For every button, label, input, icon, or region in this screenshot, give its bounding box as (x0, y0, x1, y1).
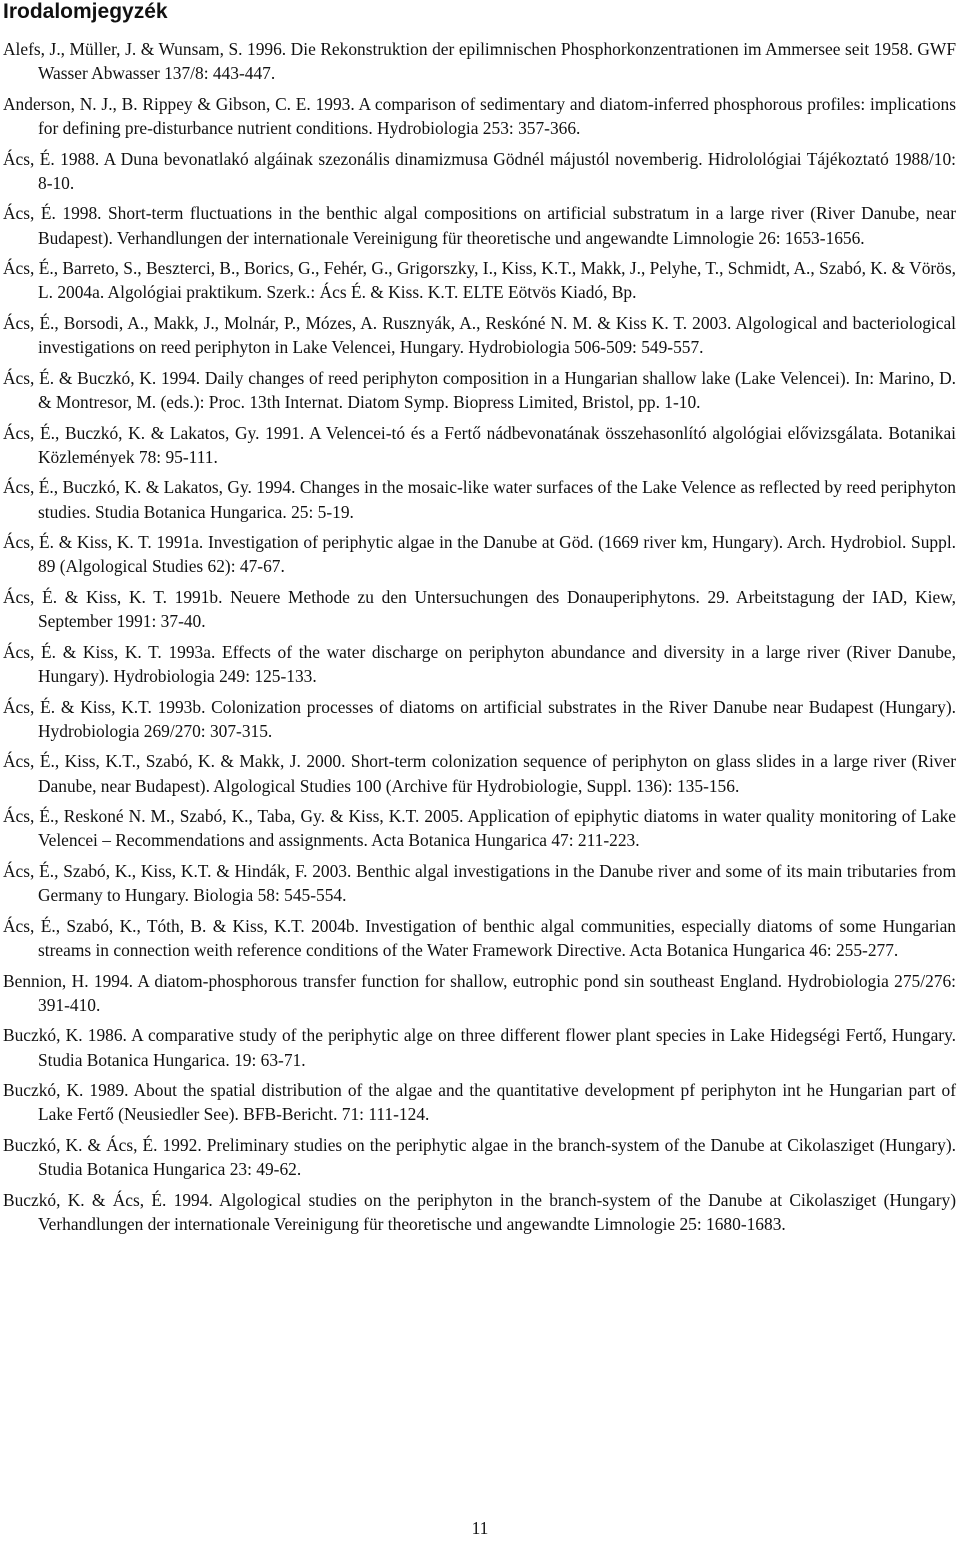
reference-item: Buczkó, K. & Ács, É. 1994. Algological studies on the periphyton in the branch-system of the Danube at Cikolasziget (Hungary) Verhandlungen der internationale Vereinigung für theoretische und angewandte Limnologie 25: 1680-1683. (3, 1189, 956, 1234)
reference-item: Ács, É. 1998. Short-term fluctuations in the benthic algal compositions on artificial substratum in a large river (River Danube, near Budapest). Verhandlungen der internationale Vereinigung für theoretische und angewandte Limnologie 26: 1653-1656. (3, 203, 956, 248)
reference-item: Anderson, N. J., B. Rippey & Gibson, C. E. 1993. A comparison of sedimentary and diatom-inferred phosphorous profiles: implications for defining pre-disturbance nutrient conditions. Hydrobiologia 253: 357-366. (3, 93, 956, 138)
page-number: 11 (471, 1518, 489, 1538)
reference-item: Ács, É. & Kiss, K. T. 1993a. Effects of the water discharge on periphyton abundance and diversity in a large river (River Danube, Hungary). Hydrobiologia 249: 125-133. (3, 641, 956, 686)
reference-item: Ács, É., Reskoné N. M., Szabó, K., Taba, Gy. & Kiss, K.T. 2005. Application of epiphytic diatoms in water quality monitoring of Lake Velencei – Recommendations and assignments. Acta Botanica Hungarica 47: 211-223. (3, 806, 956, 851)
reference-item: Bennion, H. 1994. A diatom-phosphorous transfer function for shallow, eutrophic pond sin southeast England. Hydrobiologia 275/276: 391-410. (3, 970, 956, 1015)
reference-item: Ács, É., Szabó, K., Tóth, B. & Kiss, K.T. 2004b. Investigation of benthic algal communities, especially diatoms of some Hungarian streams in connection weith reference conditions of the Water Framework Directive. Acta Botanica Hungarica 46: 255-277. (3, 915, 956, 960)
reference-item: Ács, É., Barreto, S., Beszterci, B., Borics, G., Fehér, G., Grigorszky, I., Kiss, K.T., Makk, J., Pelyhe, T., Schmidt, A., Szabó, K. & Vörös, L. 2004a. Algológiai praktikum. Szerk.: Ács É. & Kiss. K.T. ELTE Eötvös Kiadó, Bp. (3, 258, 956, 303)
reference-item: Alefs, J., Müller, J. & Wunsam, S. 1996. Die Rekonstruktion der epilimnischen Phosphorkonzentrationen im Ammersee seit 1958. GWF Wasser Abwasser 137/8: 443-447. (3, 39, 956, 84)
reference-item: Ács, É. & Kiss, K. T. 1991b. Neuere Methode zu den Untersuchungen des Donauperiphytons. 29. Arbeitstagung der IAD, Kiew, September 1991: 37-40. (3, 586, 956, 632)
reference-list (3, 37, 956, 1236)
reference-item: Ács, É., Buczkó, K. & Lakatos, Gy. 1994. Changes in the mosaic-like water surfaces of the Lake Velence as reflected by reed periphyton studies. Studia Botanica Hungarica. 25: 5-19. (3, 477, 956, 522)
reference-item: Ács, É. 1988. A Duna bevonatlakó algáinak szezonális dinamizmusa Gödnél májustól novemberig. Hidrolológiai Tájékoztató 1988/10: 8-10. (3, 148, 956, 193)
reference-item: Ács, É., Szabó, K., Kiss, K.T. & Hindák, F. 2003. Benthic algal investigations in the Danube river and some of its main tributaries from Germany to Hungary. Biologia 58: 545-554. (3, 860, 956, 906)
reference-item: Ács, É., Borsodi, A., Makk, J., Molnár, P., Mózes, A. Rusznyák, A., Reskóné N. M. & Kiss K. T. 2003. Algological and bacteriological investigations on reed periphyton in Lake Velencei, Hungary. Hydrobiologia 506-509: 549-557. (3, 312, 956, 358)
reference-item: Ács, É. & Kiss, K.T. 1993b. Colonization processes of diatoms on artificial substrates in the River Danube near Budapest (Hungary). Hydrobiologia 269/270: 307-315. (3, 696, 956, 741)
document-page (3, 0, 956, 1243)
reference-item: Buczkó, K. & Ács, É. 1992. Preliminary studies on the periphytic algae in the branch-system of the Danube at Cikolasziget (Hungary). Studia Botanica Hungarica 23: 49-62. (3, 1134, 956, 1180)
reference-item: Ács, É., Kiss, K.T., Szabó, K. & Makk, J. 2000. Short-term colonization sequence of periphyton on glass slides in a large river (River Danube, near Budapest). Algological Studies 100 (Archive für Hydrobiologie, Suppl. 136): 135-156. (3, 751, 956, 796)
reference-item: Ács, É., Buczkó, K. & Lakatos, Gy. 1991. A Velencei-tó és a Fertő nádbevonatának összehasonlító algológiai elővizsgálata. Botanikai Közlemények 78: 95-111. (3, 422, 956, 467)
reference-item: Ács, É. & Buczkó, K. 1994. Daily changes of reed periphyton composition in a Hungarian shallow lake (Lake Velencei). In: Marino, D. & Montresor, M. (eds.): Proc. 13th Internat. Diatom Symp. Biopress Limited, Bristol, pp. 1-10. (3, 367, 956, 412)
page-title: Irodalomjegyzék (3, 0, 168, 23)
reference-item: Buczkó, K. 1986. A comparative study of the periphytic alge on three different flower plant species in Lake Hidegségi Fertő, Hungary. Studia Botanica Hungarica. 19: 63-71. (3, 1025, 956, 1070)
reference-item: Buczkó, K. 1989. About the spatial distribution of the algae and the quantitative development pf periphyton int he Hungarian part of Lake Fertő (Neusiedler See). BFB-Bericht. 71: 111-124. (3, 1080, 956, 1125)
reference-item: Ács, É. & Kiss, K. T. 1991a. Investigation of periphytic algae in the Danube at Göd. (1669 river km, Hungary). Arch. Hydrobiol. Suppl. 89 (Algological Studies 62): 47-67. (3, 532, 956, 577)
